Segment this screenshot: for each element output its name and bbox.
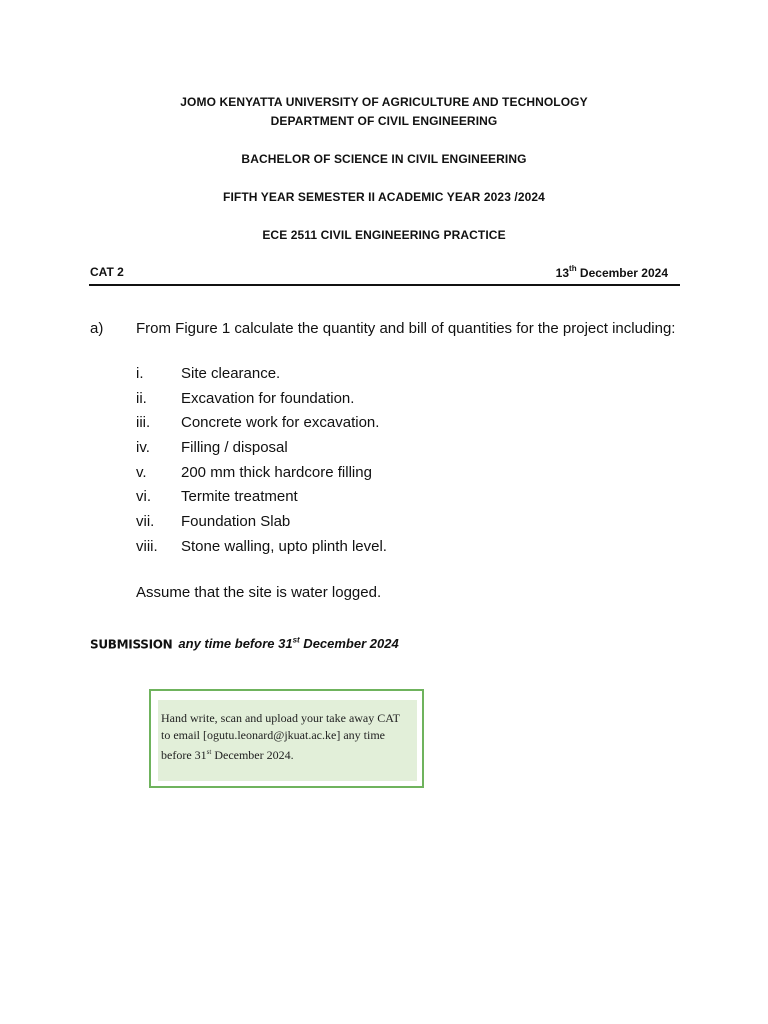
course-title: ECE 2511 CIVIL ENGINEERING PRACTICE [262, 228, 506, 242]
cat-date-suffix: th [569, 264, 577, 273]
item-number: vi. [136, 488, 151, 506]
submission-label: SUBMISSION [90, 637, 173, 652]
programme-name: BACHELOR OF SCIENCE IN CIVIL ENGINEERING [241, 152, 527, 166]
cat-date [556, 265, 668, 280]
item-number: i. [136, 365, 144, 382]
item-text: Excavation for foundation. [181, 389, 355, 407]
submission-text-after: December 2024 [299, 636, 399, 652]
item-number: iii. [136, 414, 151, 432]
note-date-suffix: st [206, 748, 212, 756]
submission-text-before: any time before 31 [178, 636, 293, 652]
item-number: viii. [136, 537, 158, 555]
list-item [136, 462, 676, 487]
item-text: Site clearance. [181, 365, 281, 382]
item-text: Foundation Slab [181, 513, 291, 531]
header-divider [89, 284, 680, 286]
instruction-note-box [149, 689, 424, 788]
question-item-list [136, 363, 676, 561]
question-label: a) [90, 320, 104, 337]
university-name: JOMO KENYATTA UNIVERSITY OF AGRICULTURE AND TECHNOLOGY [180, 95, 588, 109]
note-line-1: Hand write, scan and upload your take away CAT [161, 711, 400, 725]
item-number: v. [136, 463, 147, 481]
item-text: 200 mm thick hardcore filling [181, 463, 372, 481]
list-item [136, 412, 676, 437]
question-text: From Figure 1 calculate the quantity and bill of quantities for the project including: [136, 320, 676, 337]
note-line-3 [161, 744, 417, 764]
list-item [136, 486, 676, 511]
department-name: DEPARTMENT OF CIVIL ENGINEERING [270, 114, 498, 128]
cat-date-rest: December 2024 [576, 266, 668, 280]
assumption-text: Assume that the site is water logged. [136, 584, 382, 601]
list-item [136, 437, 676, 462]
item-number: iv. [136, 439, 150, 457]
item-text: Concrete work for excavation. [181, 414, 380, 432]
list-item [136, 536, 676, 561]
list-item [136, 363, 676, 388]
submission-deadline [178, 636, 398, 651]
note-line-3-before: before 31 [161, 748, 207, 762]
item-text: Termite treatment [181, 488, 298, 506]
note-line-2: to email [ogutu.leonard@jkuat.ac.ke] any time [161, 728, 385, 742]
instruction-note-fill [158, 700, 417, 781]
cat-label: CAT 2 [90, 265, 124, 279]
item-text: Stone walling, upto plinth level. [181, 537, 387, 555]
list-item [136, 388, 676, 413]
note-line-3-after: December 2024. [211, 748, 294, 762]
cat-date-day: 13 [555, 266, 570, 280]
academic-year: FIFTH YEAR SEMESTER II ACADEMIC YEAR 2023 /2024 [223, 190, 545, 204]
item-number: vii. [136, 513, 155, 531]
item-number: ii. [136, 389, 147, 407]
instruction-note-text [161, 710, 417, 764]
submission-line [90, 636, 399, 651]
submission-date-suffix: st [292, 636, 300, 645]
item-text: Filling / disposal [181, 439, 288, 457]
list-item [136, 511, 676, 536]
